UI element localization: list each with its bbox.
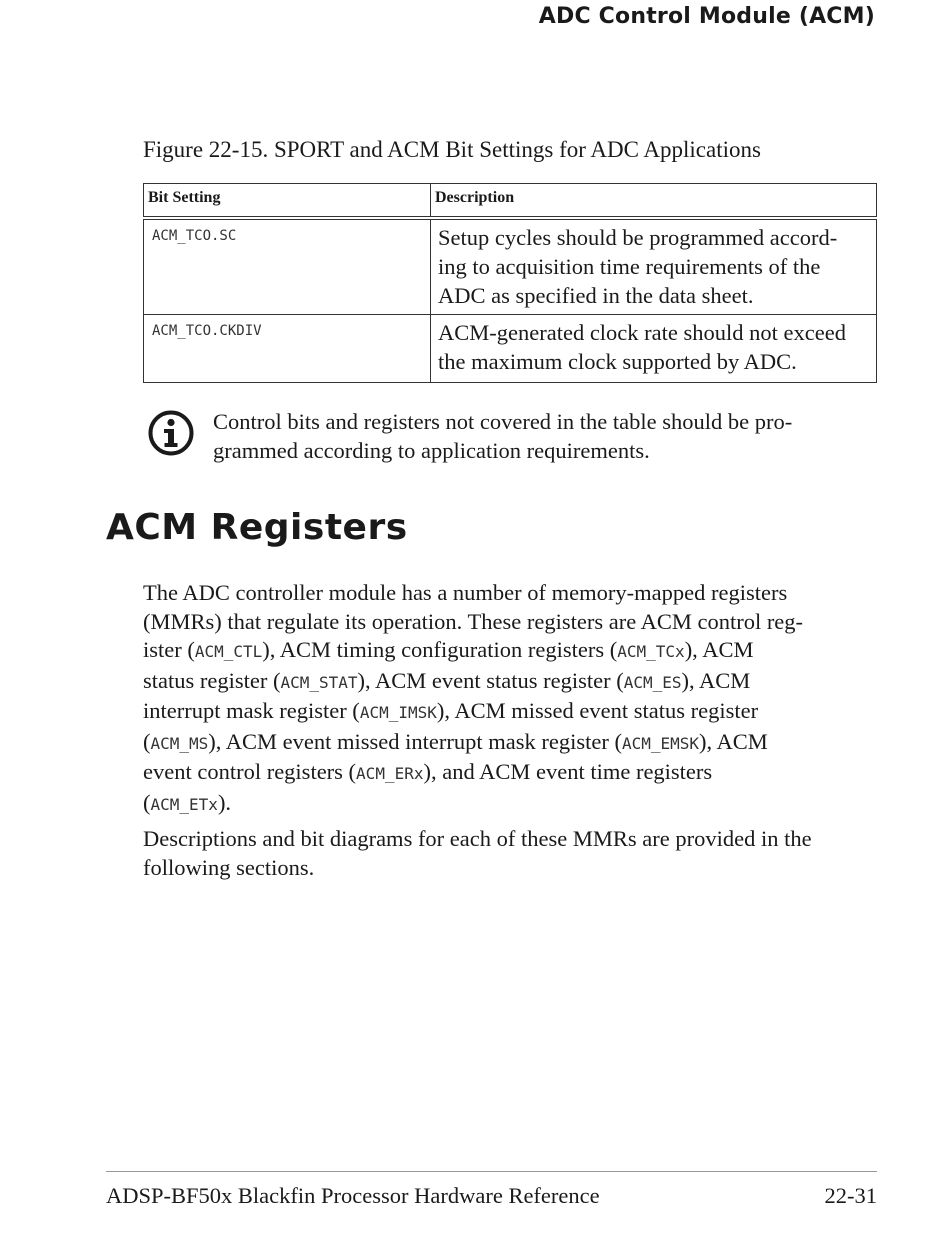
column-header-bit-setting: Bit Setting [144, 184, 431, 219]
description-line: ACM-generated clock rate should not exceed [438, 319, 846, 345]
text: ), ACM [681, 667, 751, 693]
paragraph-line [143, 789, 878, 820]
register-name: ACM_ES [623, 672, 682, 692]
section-heading: ACM Registers [106, 507, 408, 548]
text: ), ACM timing configuration registers ( [262, 637, 618, 662]
bit-setting-cell: ACM_TCO.CKDIV [144, 314, 431, 382]
text: The ADC controller module has a number of memory-mapped registers [143, 580, 788, 605]
footer-divider [106, 1171, 877, 1172]
paragraph-line [143, 636, 878, 667]
info-icon [148, 410, 194, 456]
register-name: ACM_EMSK [621, 733, 700, 753]
text: event control registers ( [143, 759, 357, 784]
description-cell [431, 314, 877, 382]
text: interrupt mask register ( [143, 698, 360, 723]
description-line: Setup cycles should be programmed accord- [438, 225, 838, 250]
body-paragraph [143, 579, 878, 819]
table-header-row [144, 184, 877, 219]
paragraph-line [143, 667, 878, 698]
paragraph-line: following sections. [143, 854, 315, 880]
text: (MMRs) that regulate its operation. These registers are ACM control reg- [143, 608, 804, 634]
text: ), and ACM event time registers [423, 759, 713, 784]
note-line: grammed according to application requirements. [213, 438, 650, 463]
description-line: the maximum clock supported by ADC. [438, 348, 797, 374]
register-name: ACM_MS [150, 733, 209, 753]
footer-book-title: ADSP-BF50x Blackfin Processor Hardware Reference [106, 1183, 600, 1208]
paragraph-line [143, 697, 878, 728]
bit-settings-table [143, 183, 877, 383]
table-row [144, 218, 877, 314]
description-line: ing to acquisition time requirements of the [438, 254, 821, 279]
note-text [213, 407, 878, 465]
body-paragraph [143, 825, 878, 882]
text: ( [143, 728, 151, 754]
register-name: ACM_CTL [194, 642, 263, 661]
paragraph-line [143, 579, 878, 608]
figure-caption: Figure 22-15. SPORT and ACM Bit Settings for ADC Applications [143, 137, 761, 162]
bit-setting-cell: ACM_TCO.SC [144, 218, 431, 314]
text: ), ACM event status register ( [357, 667, 624, 693]
paragraph-line: Descriptions and bit diagrams for each of these MMRs are provided in the [143, 826, 812, 851]
description-line: ADC as specified in the data sheet. [438, 283, 754, 308]
note-line: Control bits and registers not covered in the table should be pro- [213, 409, 793, 434]
table-row [144, 314, 877, 382]
register-name: ACM_ERx [356, 764, 424, 783]
register-name: ACM_STAT [280, 672, 358, 692]
footer-page-number: 22-31 [824, 1183, 877, 1208]
running-header: ADC Control Module (ACM) [538, 4, 875, 29]
text: ). [217, 789, 232, 815]
text: ), ACM [684, 637, 754, 662]
register-name: ACM_TCx [617, 642, 685, 661]
text: ister ( [143, 637, 195, 662]
paragraph-line [143, 728, 878, 759]
text: ), ACM missed event status register [436, 698, 759, 723]
text: status register ( [143, 667, 281, 693]
register-name: ACM_ETx [150, 794, 218, 814]
register-name: ACM_IMSK [359, 703, 437, 722]
text: ), ACM event missed interrupt mask register ( [208, 728, 622, 754]
paragraph-line [143, 608, 878, 637]
paragraph-line [143, 758, 878, 789]
text: ( [143, 789, 151, 815]
text: ), ACM [699, 728, 768, 754]
description-cell [431, 218, 877, 314]
column-header-description: Description [431, 184, 877, 219]
